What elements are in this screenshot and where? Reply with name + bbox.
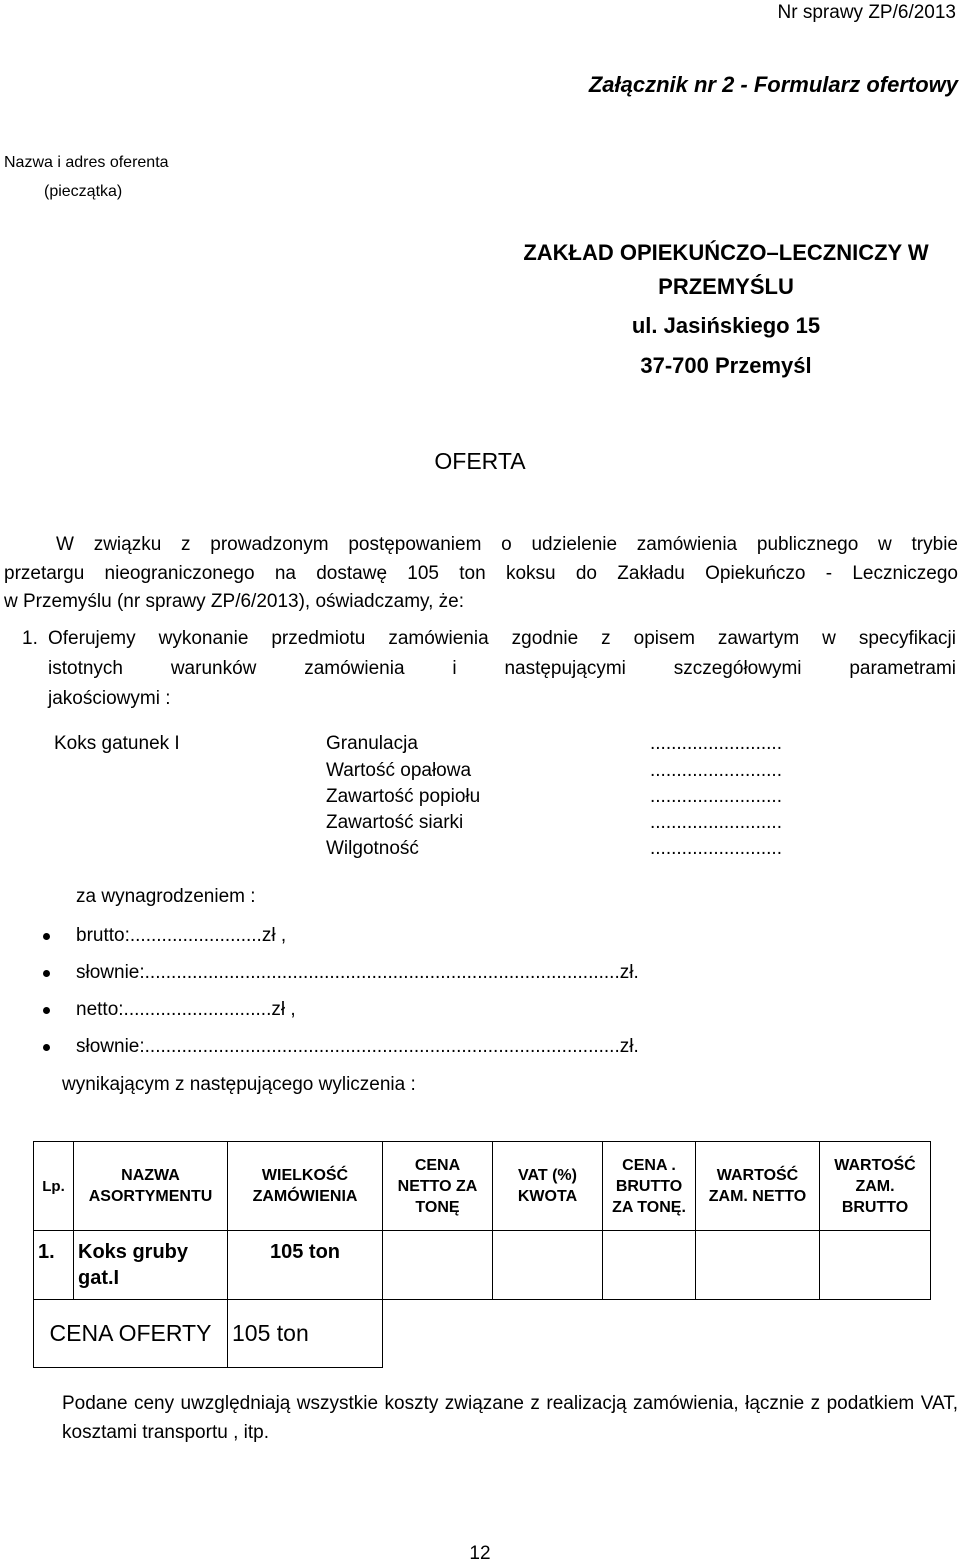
header-name: NAZWA ASORTYMENTU	[74, 1142, 228, 1231]
header-net-value: WARTOŚĆ ZAM. NETTO	[696, 1142, 820, 1231]
cell-lp: 1.	[34, 1231, 74, 1300]
bullet-icon	[43, 1007, 50, 1014]
cell-net-price[interactable]	[383, 1231, 493, 1300]
cell-gross-price[interactable]	[603, 1231, 696, 1300]
recipient-city: 37-700 Przemyśl	[640, 353, 812, 378]
annex-title: Załącznik nr 2 - Formularz ofertowy	[588, 72, 958, 97]
point-text	[48, 624, 956, 714]
param-name: Wartość opałowa	[326, 760, 472, 781]
param-value: .........................	[650, 733, 782, 754]
remuneration-label: za wynagrodzeniem :	[76, 886, 256, 907]
offer-title: OFERTA	[434, 448, 526, 474]
param-name: Zawartość popiołu	[326, 786, 481, 807]
cell-gross-value[interactable]	[820, 1231, 931, 1300]
total-empty	[383, 1300, 931, 1368]
point-1	[22, 624, 956, 714]
offer-table	[33, 1141, 931, 1368]
intro-line: przetargu nieograniczonego na dostawę 105 ton koksu do Zakładu Opiekuńczo - Leczniczego	[4, 562, 958, 584]
param-name: Zawartość siarki	[326, 812, 464, 833]
bullet-icon	[43, 970, 50, 977]
header-lp: Lp.	[34, 1142, 74, 1231]
param-value: .........................	[650, 838, 782, 859]
page-number: 12	[469, 1543, 491, 1564]
recipient-name-line1: ZAKŁAD OPIEKUŃCZO–LECZNICZY W	[523, 240, 929, 265]
note-paragraph: Podane ceny uwzględniają wszystkie koszty związane z realizacją zamówienia, łącznie z podatkiem VAT, kosztami transportu , itp.	[62, 1393, 958, 1443]
calculation-label: wynikającym z następującego wyliczenia :	[62, 1074, 416, 1095]
header-quantity: WIELKOŚĆ ZAMÓWIENIA	[228, 1142, 383, 1231]
param-value: .........................	[650, 760, 782, 781]
point-line: jakościowymi :	[48, 688, 171, 709]
product-name: Koks gatunek I	[54, 733, 180, 754]
param-name: Wilgotność	[326, 838, 419, 859]
net-words: słownie:..........................................................................................zł.	[76, 1036, 639, 1057]
stamp-label: (pieczątka)	[44, 183, 123, 200]
total-quantity: 105 ton	[228, 1300, 383, 1368]
offeror-label: Nazwa i adres oferenta	[4, 154, 169, 171]
net-amount: netto:............................zł ,	[76, 999, 296, 1020]
case-number: Nr sprawy ZP/6/2013	[777, 2, 956, 23]
gross-words: słownie:..........................................................................................zł.	[76, 962, 639, 983]
cell-name: Koks gruby gat.I	[74, 1231, 228, 1300]
point-line: Oferujemy wykonanie przedmiotu zamówienia zgodnie z opisem zawartym w specyfikacji	[48, 628, 956, 649]
recipient-name-line2: PRZEMYŚLU	[658, 274, 794, 299]
param-name: Granulacja	[326, 733, 418, 754]
header-gross-price: CENA . BRUTTO ZA TONĘ.	[603, 1142, 696, 1231]
cell-net-value[interactable]	[696, 1231, 820, 1300]
recipient-street: ul. Jasińskiego 15	[631, 313, 821, 338]
header-gross-value: WARTOŚĆ ZAM. BRUTTO	[820, 1142, 931, 1231]
cell-quantity: 105 ton	[228, 1231, 383, 1300]
bullet-icon	[43, 933, 50, 940]
table-header-row	[34, 1142, 931, 1231]
intro-line: w Przemyślu (nr sprawy ZP/6/2013), oświadczamy, że:	[4, 591, 465, 612]
intro-paragraph	[4, 531, 958, 617]
header-net-price: CENA NETTO ZA TONĘ	[383, 1142, 493, 1231]
bullet-icon	[43, 1044, 50, 1051]
total-label: CENA OFERTY	[34, 1300, 228, 1368]
param-value: .........................	[650, 812, 782, 833]
intro-line: W związku z prowadzonym postępowaniem o udzielenie zamówienia publicznego w trybie	[56, 534, 958, 555]
cell-vat[interactable]	[493, 1231, 603, 1300]
table-total-row	[34, 1300, 931, 1368]
table-row	[34, 1231, 931, 1300]
point-number: 1.	[22, 628, 38, 649]
point-line: istotnych warunków zamówienia i następującymi szczegółowymi parametrami	[48, 658, 956, 679]
param-value: .........................	[650, 786, 782, 807]
gross-amount: brutto:.........................zł ,	[76, 925, 287, 946]
header-vat: VAT (%) KWOTA	[493, 1142, 603, 1231]
